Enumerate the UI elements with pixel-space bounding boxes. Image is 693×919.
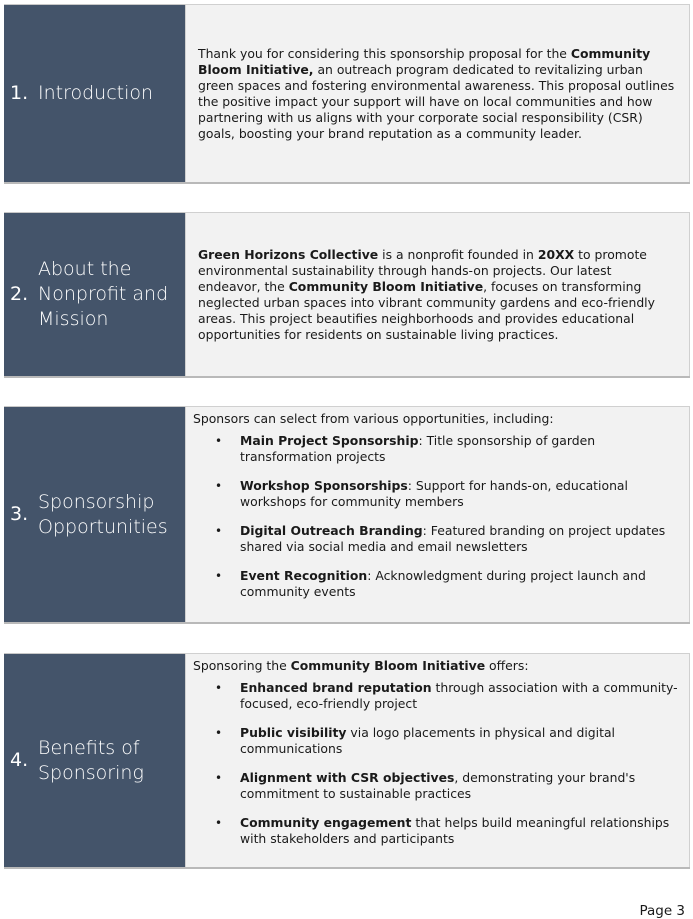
- list-item: • Public visibility via logo placements in physical and digital communications: [215, 725, 616, 756]
- section-title: Sponsorship Opportunities: [38, 490, 168, 538]
- section-intro: Sponsors can select from various opportunities, including:: [193, 411, 554, 426]
- section-number: 4.: [10, 749, 29, 771]
- section-label: [4, 406, 185, 622]
- bullet-icon: •: [215, 524, 223, 538]
- list-item: • Workshop Sponsorships: Support for hands-on, educational workshops for community members: [215, 478, 628, 509]
- bullet-icon: •: [215, 479, 223, 493]
- section-sponsorship-opportunities: [4, 406, 690, 624]
- section-label: [4, 653, 185, 867]
- section-about: [4, 212, 690, 378]
- list-item: • Digital Outreach Branding: Featured branding on project updates shared via social media and email newsletters: [215, 523, 666, 554]
- list-item: • Alignment with CSR objectives, demonstrating your brand's commitment to sustainable practices: [215, 770, 636, 801]
- bullet-icon: •: [215, 434, 223, 448]
- list-item: • Event Recognition: Acknowledgment during project launch and community events: [215, 568, 646, 599]
- list-item: • Main Project Sponsorship: Title sponsorship of garden transformation projects: [215, 433, 596, 464]
- section-body: [185, 406, 690, 622]
- bullet-icon: •: [215, 726, 223, 740]
- list-item: • Enhanced brand reputation through association with a community-focused, eco-friendly project: [215, 680, 678, 711]
- section-body: [185, 653, 690, 867]
- section-paragraph: Green Horizons Collective is a nonprofit founded in 20XX to promote environmental sustainability through hands-on projects. Our latest endeavor, the Community Bloom Initiative, focuses on transforming neglected urban spaces into vibrant community gardens and eco-friendly areas. This project beautifies neighborhoods and provides educational opportunities for residents on sustainable living practices.: [198, 246, 655, 342]
- benefit-list: [193, 680, 679, 847]
- opportunity-list: [193, 433, 679, 600]
- section-introduction: [4, 4, 690, 184]
- bullet-icon: •: [215, 681, 223, 695]
- section-title: Introduction: [38, 82, 154, 104]
- section-number: 2.: [10, 283, 29, 305]
- section-number: 3.: [10, 503, 29, 525]
- section-body: [185, 4, 690, 182]
- bullet-icon: •: [215, 569, 223, 583]
- section-label: [4, 4, 185, 182]
- section-body: [185, 212, 690, 376]
- section-paragraph: Thank you for considering this sponsorship proposal for the Community Bloom Initiative, an outreach program dedicated to revitalizing urban green spaces and fostering environmental awareness. This proposal outlines the positive impact your support will have on local communities and how partnering with us aligns with your corporate social responsibility (CSR) goals, boosting your brand reputation as a community leader.: [198, 45, 675, 141]
- section-title: About the Nonprofit and Mission: [38, 258, 169, 330]
- section-label: [4, 212, 185, 376]
- section-title: Benefits of Sponsoring: [38, 736, 144, 784]
- bullet-icon: •: [215, 816, 223, 830]
- bullet-icon: •: [215, 771, 223, 785]
- section-intro: Sponsoring the Community Bloom Initiative offers:: [193, 658, 529, 673]
- list-item: • Community engagement that helps build meaningful relationships with stakeholders and participants: [215, 815, 670, 846]
- section-benefits: [4, 653, 690, 869]
- section-number: 1.: [10, 82, 29, 104]
- page-number: Page 3: [639, 903, 685, 919]
